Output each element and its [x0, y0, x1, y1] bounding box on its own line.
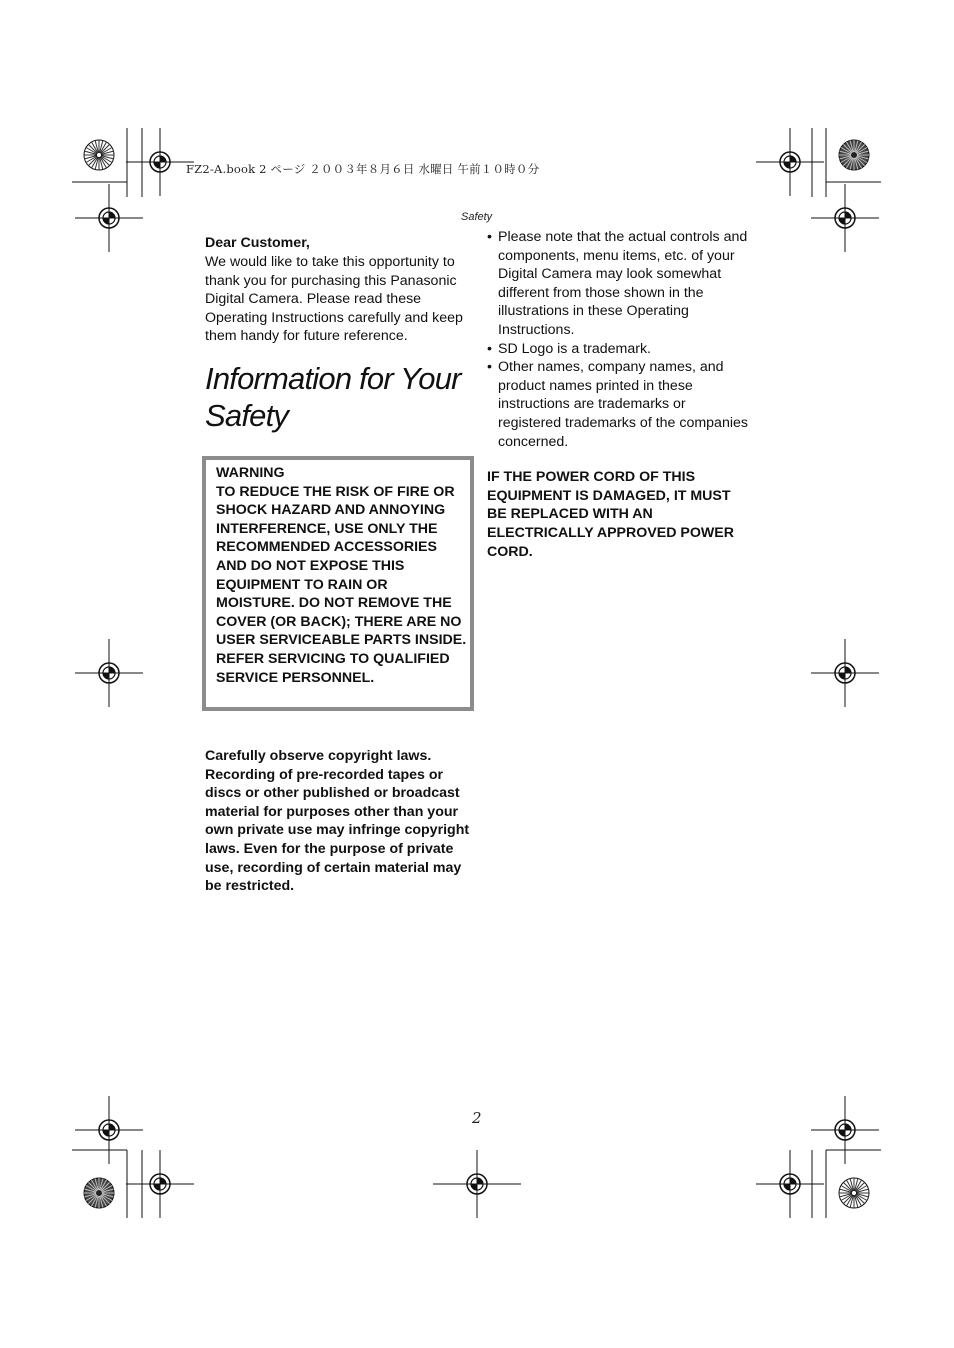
color-target-icon — [839, 140, 869, 170]
registration-mark-icon — [126, 1150, 194, 1218]
notes-list — [487, 228, 752, 451]
registration-mark-icon — [756, 128, 824, 196]
color-target-icon — [84, 1178, 114, 1208]
copyright-notice: Carefully observe copyright laws. Recording of pre-recorded tapes or discs or other published or broadcast material for purposes other than your own private use may infringe copyright laws. Even for the purpose of private use, recording of certain material may be restricted. — [205, 748, 470, 895]
note-text: Other names, company names, and product names printed in these instructions are trademarks or registered trademarks of the companies concerned. — [498, 359, 748, 450]
bullet-icon: • — [487, 229, 492, 245]
intro-paragraph: We would like to take this opportunity to thank you for purchasing this Panasonic Digital Camera. Please read these Operating Instructions carefully and keep them handy for future reference. — [205, 254, 463, 345]
registration-mark-icon — [126, 128, 194, 196]
note-text: Please note that the actual controls and components, menu items, etc. of your Digital Camera may look somewhat different from those shown in the illustrations in these Operating Instructions. — [498, 229, 748, 338]
warning-heading: WARNING — [216, 465, 285, 481]
right-column — [487, 228, 752, 561]
registration-mark-icon — [75, 184, 143, 252]
page-title-line-2: Safety — [205, 397, 289, 433]
registration-mark-icon — [75, 1096, 143, 1164]
running-head: Safety — [461, 211, 493, 223]
page-number: 2 — [472, 1109, 482, 1127]
power-cord-warning: IF THE POWER CORD OF THIS EQUIPMENT IS DAMAGED, IT MUST BE REPLACED WITH AN ELECTRICALLY APPROVED POWER CORD. — [487, 469, 734, 560]
list-item — [487, 228, 752, 340]
greeting: Dear Customer, — [205, 235, 310, 251]
registration-mark-icon — [756, 1150, 824, 1218]
warning-text: TO REDUCE THE RISK OF FIRE OR SHOCK HAZARD AND ANNOYING INTERFERENCE, USE ONLY THE RECOMMENDED ACCESSORIES AND DO NOT EXPOSE THIS EQUIPMENT TO RAIN OR MOISTURE. DO NOT REMOVE THE COVER (OR BACK); THERE ARE NO USER SERVICEABLE PARTS INSIDE. REFER SERVICING TO QUALIFIED SERVICE PERSONNEL. — [216, 483, 467, 686]
color-target-icon — [839, 1178, 869, 1208]
color-target-icon — [84, 140, 114, 170]
bullet-icon: • — [487, 359, 492, 376]
note-text: SD Logo is a trademark. — [498, 340, 651, 357]
list-item — [487, 340, 752, 359]
registration-mark-icon — [811, 639, 879, 707]
page-title — [205, 360, 475, 434]
registration-mark-icon — [811, 1096, 879, 1164]
warning-box — [202, 456, 474, 711]
registration-mark-icon — [75, 639, 143, 707]
bullet-icon: • — [487, 340, 492, 357]
printer-info-line: FZ2-A.book 2 ページ ２００３年８月６日 水曜日 午前１０時０分 — [186, 162, 540, 176]
page-title-line-1: Information for Your — [205, 360, 461, 396]
list-item — [487, 358, 752, 451]
left-column — [205, 234, 475, 434]
registration-mark-icon — [811, 184, 879, 252]
